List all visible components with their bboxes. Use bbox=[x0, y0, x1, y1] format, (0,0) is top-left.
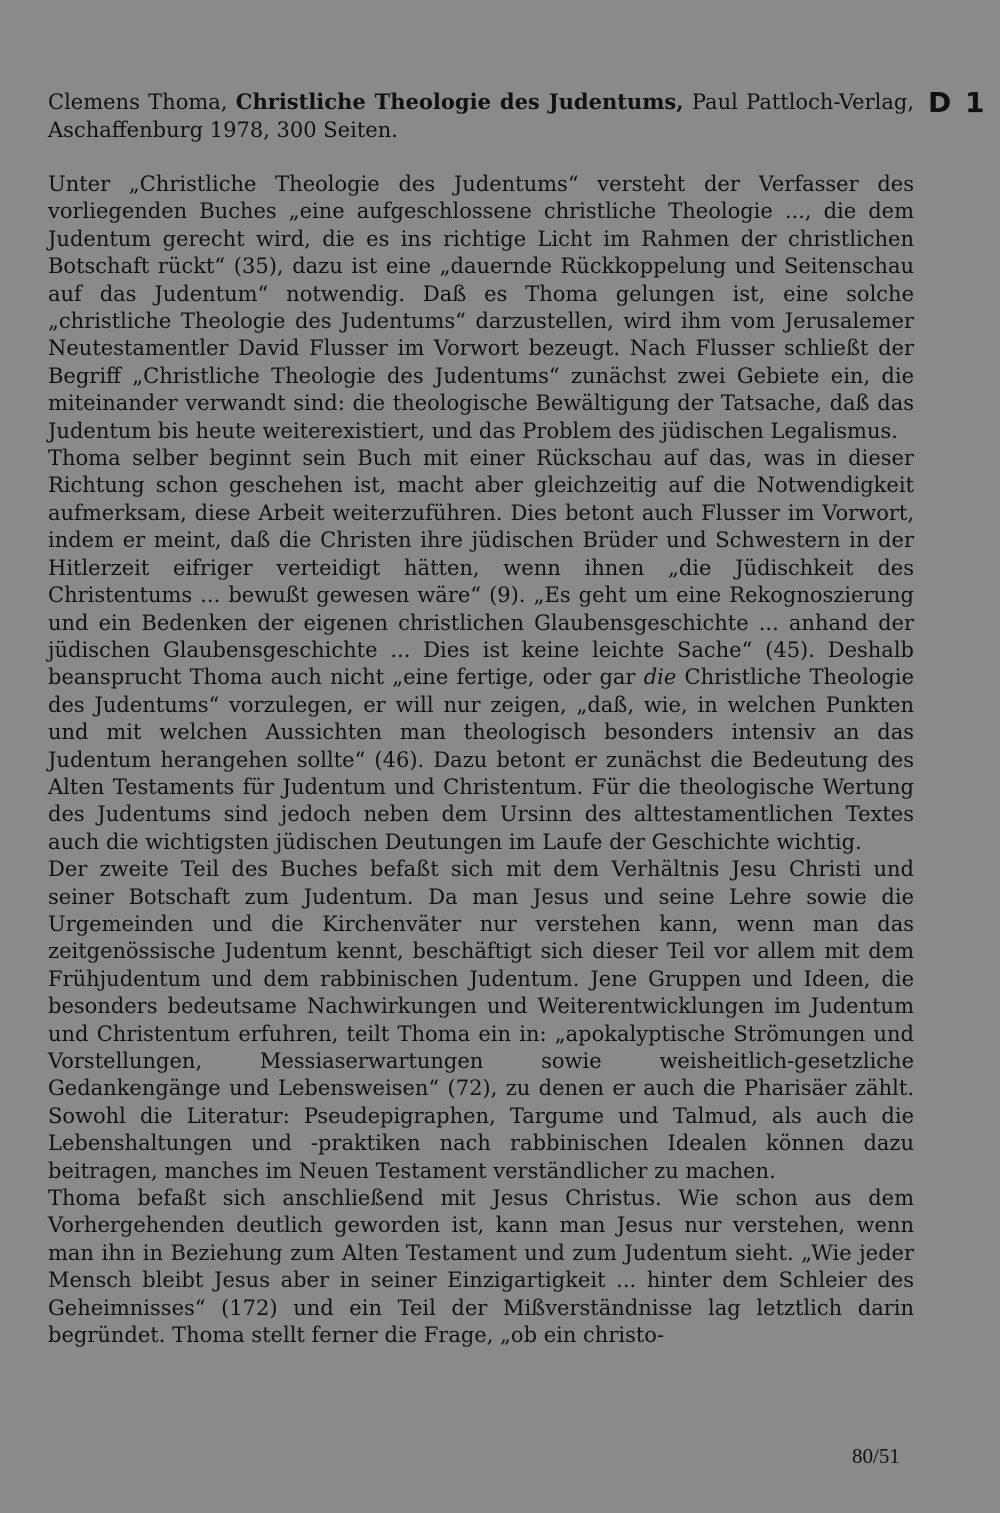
author-name: Clemens Thoma, bbox=[48, 90, 236, 114]
publisher-info: Paul Pattloch-Verlag, Aschaffenburg 1978, 300 Seiten. bbox=[48, 90, 914, 142]
page-number: 80/51 bbox=[852, 1444, 900, 1468]
paragraph-2-part-1: Thoma selber beginnt sein Buch mit einer Rückschau auf das, was in dieser Richtung schon geschehen ist, macht aber gleichzeitig auf die Notwendigkeit aufmerksam, diese Arbeit weiterzuführen. Dies betont auch Flusser im Vorwort, indem er meint, daß die Christen ihre jüdischen Brüder und Schwestern in der Hitlerzeit eifriger verteidigt hätten, wenn ihnen „die Jüdischkeit des Christentums ... bewußt gewesen wäre“ (9). „Es geht um eine Rekognoszierung und ein Bedenken der eigenen christlichen Glaubensgeschichte ... anhand der jüdischen Glaubensgeschichte ... Dies ist keine leichte Sache“ (45). Deshalb beansprucht Thoma auch nicht „eine fertige, oder gar bbox=[48, 446, 914, 690]
book-title: Christliche Theologie des Judentums, bbox=[235, 89, 684, 114]
italic-emphasis: die bbox=[643, 665, 677, 690]
paragraph-4: Thoma befaßt sich anschließend mit Jesus Christus. Wie schon aus dem Vorhergehenden deutlich geworden ist, kann man Jesus nur verstehen, wenn man ihn in Beziehung zum Alten Testament und zum Judentum sieht. „Wie jeder Mensch bleibt Jesus aber in seiner Einzigartigkeit ... hinter dem Schleier des Geheimnisses“ (172) und ein Teil der Mißverständnisse lag letztlich darin begründet. Thoma stellt ferner die Frage, „ob ein christo- bbox=[48, 1186, 914, 1348]
document-code: D 1 bbox=[928, 86, 987, 119]
review-body bbox=[48, 171, 914, 1349]
paragraph-1: Unter „Christliche Theologie des Judentums“ versteht der Verfasser des vorliegenden Buches „eine aufgeschlossene christliche Theologie ..., die dem Judentum gerecht wird, die es ins richtige Licht im Rahmen der christlichen Botschaft rückt“ (35), dazu ist eine „dauernde Rückkoppelung und Seitenschau auf das Judentum“ notwendig. Daß es Thoma gelungen ist, eine solche „christliche Theologie des Judentums“ darzustellen, wird ihm vom Jerusalemer Neutestamentler David Flusser im Vorwort bezeugt. Nach Flusser schließt der Begriff „Christliche Theologie des Judentums“ zunächst zwei Gebiete ein, die miteinander verwandt sind: die theologische Bewältigung der Tatsache, daß das Judentum bis heute weiterexistiert, und das Problem des jüdischen Legalismus. bbox=[48, 172, 914, 443]
paragraph-2-part-2: Christliche Theologie des Judentums“ vorzulegen, er will nur zeigen, „daß, wie, in welchen Punkten und mit welchen Aussichten man theologisch besonders intensiv an das Judentum herangehen sollte“ (46). Dazu betont er zunächst die Bedeutung des Alten Testaments für Judentum und Christentum. Für die theologische Wertung des Judentums sind jedoch neben dem Ursinn des alttestamentlichen Textes auch die wichtigsten jüdischen Deutungen im Laufe der Geschichte wichtig. bbox=[48, 665, 915, 854]
paragraph-3: Der zweite Teil des Buches befaßt sich mit dem Verhältnis Jesu Christi und seiner Botschaft zum Judentum. Da man Jesus und seine Lehre sowie die Urgemeinden und die Kirchenväter nur verstehen kann, wenn man das zeitgenössische Judentum kennt, beschäftigt sich dieser Teil vor allem mit dem Frühjudentum und dem rabbinischen Judentum. Jene Gruppen und Ideen, die besonders bedeutsame Nachwirkungen und Weiterentwicklungen im Judentum und Christentum erfuhren, teilt Thoma ein in: „apokalyptische Strömungen und Vorstellungen, Messiaserwartungen sowie weisheitlich-gesetzliche Gedankengänge und Lebensweisen“ (72), zu denen er auch die Pharisäer zählt. Sowohl die Literatur: Pseudepigraphen, Targume und Talmud, als auch die Lebenshaltungen und -praktiken nach rabbinischen Idealen können dazu beitragen, manches im Neuen Testament verständlicher zu machen. bbox=[48, 857, 914, 1183]
bibliographic-header bbox=[48, 88, 914, 144]
paragraph-2 bbox=[48, 445, 914, 856]
